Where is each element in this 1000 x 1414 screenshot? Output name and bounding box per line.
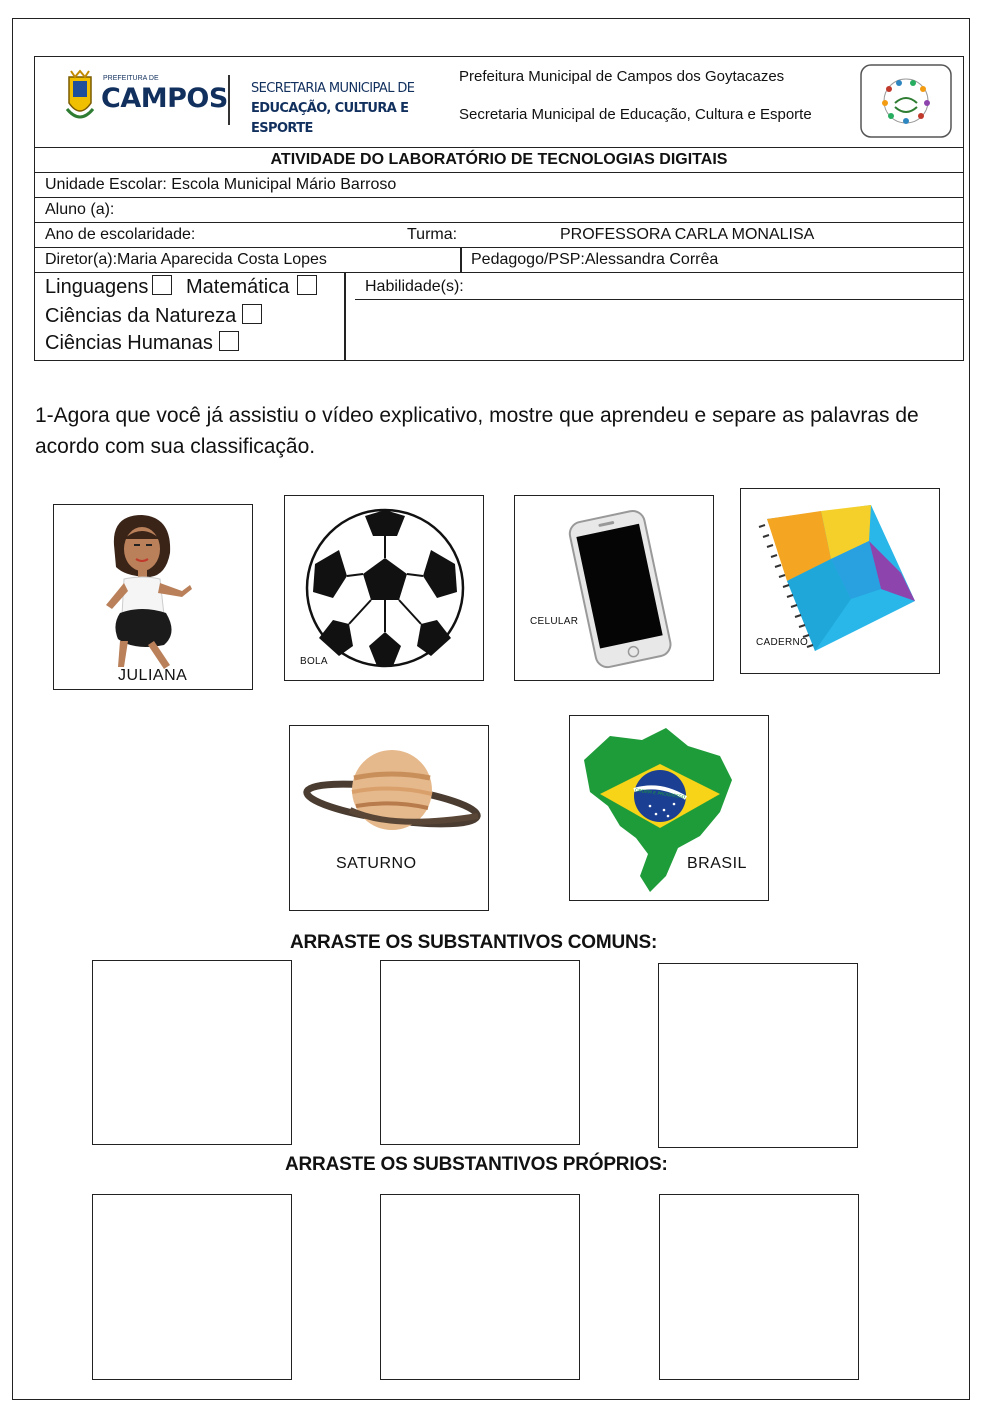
soccer-ball-icon	[285, 496, 484, 681]
professora-label: PROFESSORA CARLA MONALISA	[560, 226, 815, 243]
brazil-map-icon	[570, 716, 769, 901]
linguagens-label: Linguagens	[45, 276, 149, 298]
areas-line-2	[45, 304, 262, 328]
card-celular[interactable]	[514, 495, 714, 681]
secretaria-logo-text	[251, 79, 451, 139]
gov-line-1: Prefeitura Municipal de Campos dos Goytacazes	[459, 68, 785, 85]
drop-zone-proprio-2[interactable]	[380, 1194, 580, 1380]
secretaria-line-2: EDUCAÇÃO, CULTURA E ESPORTE	[251, 101, 409, 136]
campos-logo	[65, 69, 228, 133]
saturn-icon	[290, 726, 489, 911]
card-label-brasil: BRASIL	[687, 855, 747, 872]
unidade-escolar-row: Unidade Escolar: Escola Municipal Mário Barroso	[35, 173, 963, 198]
coat-of-arms-icon	[65, 69, 95, 129]
aluno-field[interactable]: Aluno (a):	[35, 198, 963, 223]
natureza-checkbox[interactable]	[242, 304, 262, 324]
card-label-bola: BOLA	[300, 656, 328, 667]
humanas-label: Ciências Humanas	[45, 332, 213, 354]
knowledge-areas-row	[35, 273, 963, 360]
habilidades-field[interactable]: Habilidade(s):	[355, 273, 963, 300]
logo-small-text: PREFEITURA DE	[103, 75, 159, 82]
card-brasil[interactable]	[569, 715, 769, 901]
drop-zone-comum-3[interactable]	[658, 963, 858, 1148]
question-text: 1-Agora que você já assistiu o vídeo explicativo, mostre que aprendeu e separe as palavras de acordo com sua classificação.	[35, 404, 919, 458]
drop-zone-proprio-3[interactable]	[659, 1194, 859, 1380]
card-caderno[interactable]	[740, 488, 940, 674]
drop-zone-comum-2[interactable]	[380, 960, 580, 1145]
secretaria-line-1: SECRETARIA MUNICIPAL DE	[251, 81, 415, 96]
turma-field[interactable]: Turma:	[407, 226, 458, 243]
school-stamp-emblem	[859, 63, 953, 139]
heading-comuns: ARRASTE OS SUBSTANTIVOS COMUNS:	[290, 932, 658, 953]
school-stamp	[859, 63, 953, 139]
ano-escolaridade-field[interactable]: Ano de escolaridade:	[45, 226, 196, 243]
woman-icon	[54, 505, 253, 690]
matematica-label: Matemática	[186, 276, 290, 298]
card-bola[interactable]	[284, 495, 484, 681]
card-label-celular: CELULAR	[530, 616, 579, 627]
logo-wordmark: CAMPOS	[101, 83, 228, 114]
diretor-pedagogo-row	[35, 248, 963, 273]
matematica-checkbox[interactable]	[297, 275, 317, 295]
gov-line-2: Secretaria Municipal de Educação, Cultura e Esporte	[459, 106, 812, 123]
phone-icon	[515, 496, 714, 681]
card-label-saturno: SATURNO	[336, 855, 417, 872]
cell-divider	[460, 248, 462, 272]
card-label-caderno: CADERNO	[756, 637, 809, 648]
areas-line-1	[45, 275, 317, 299]
areas-divider	[344, 273, 346, 360]
ano-turma-row	[35, 223, 963, 248]
linguagens-checkbox[interactable]	[152, 275, 172, 295]
card-saturno[interactable]	[289, 725, 489, 911]
diretor-label: Diretor(a):Maria Aparecida Costa Lopes	[45, 251, 327, 268]
document-header	[34, 56, 964, 148]
student-info-form	[34, 148, 964, 361]
card-juliana[interactable]	[53, 504, 253, 690]
natureza-label: Ciências da Natureza	[45, 305, 237, 327]
drop-zone-proprio-1[interactable]	[92, 1194, 292, 1380]
header-divider	[228, 75, 230, 125]
activity-title: ATIVIDADE DO LABORATÓRIO DE TECNOLOGIAS DIGITAIS	[35, 148, 963, 173]
heading-proprios: ARRASTE OS SUBSTANTIVOS PRÓPRIOS:	[285, 1154, 668, 1175]
flag-motto: ORDEM E PROGRESSO	[634, 788, 686, 801]
pedagogo-label: Pedagogo/PSP:Alessandra Corrêa	[471, 251, 719, 268]
card-label-juliana: JULIANA	[118, 667, 188, 684]
humanas-checkbox[interactable]	[219, 331, 239, 351]
drop-zone-comum-1[interactable]	[92, 960, 292, 1145]
areas-line-3	[45, 331, 239, 355]
